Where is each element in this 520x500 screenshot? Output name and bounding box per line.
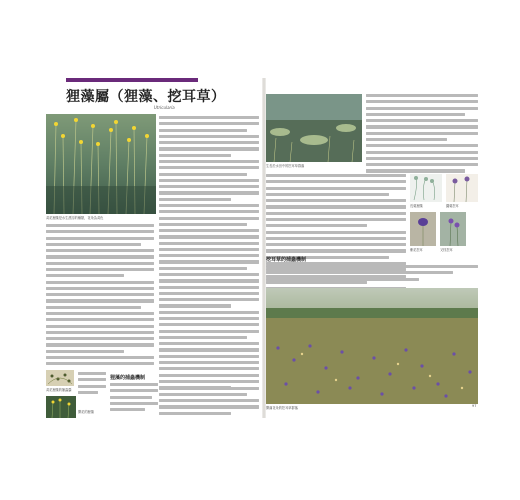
left-page bbox=[46, 78, 262, 418]
left-bottom-right-text bbox=[159, 374, 259, 418]
page-number: 97 bbox=[472, 404, 477, 408]
left-body-text-right-col bbox=[159, 116, 259, 392]
small-photo-round-leaf bbox=[446, 174, 478, 202]
right-page bbox=[266, 78, 482, 418]
small-photo-caption-r4: 叉枝挖耳 bbox=[440, 248, 453, 252]
bottom-photo-meadow bbox=[266, 288, 478, 404]
left-section-text bbox=[110, 383, 158, 414]
left-section-heading: 狸藻的捕蟲機制 bbox=[110, 375, 146, 381]
small-photo-caption-r1: 長葉狸藻 bbox=[410, 204, 423, 208]
book-spread bbox=[46, 78, 482, 418]
small-photo-flowering-bladderwort bbox=[46, 396, 76, 418]
latin-name: Utricularia bbox=[154, 105, 175, 110]
wrapped-text-narrow bbox=[78, 372, 106, 397]
main-photo-bladderwort-pond bbox=[46, 114, 156, 214]
top-photo-paddy-field bbox=[266, 94, 362, 162]
right-top-text bbox=[366, 94, 478, 176]
main-photo-caption: 黃花狸藻是水生漂浮的種類，花朵為黃色 bbox=[46, 216, 104, 220]
small-photo-caption-2: 開花的狸藻 bbox=[78, 410, 94, 414]
small-photo-bladder-traps bbox=[46, 370, 74, 386]
bottom-photo-caption: 開滿花朵的挖耳草群落 bbox=[266, 406, 298, 410]
small-photo-long-leaf bbox=[410, 174, 442, 202]
title-accent-bar bbox=[66, 78, 198, 82]
right-section-text bbox=[266, 265, 478, 284]
small-photo-forked-flower bbox=[440, 212, 466, 246]
small-photo-caption-1: 黃花狸藻的捕蟲囊 bbox=[46, 388, 72, 392]
chapter-title: 狸藻屬（狸藻、挖耳草） bbox=[66, 89, 226, 105]
top-photo-caption: 生長於水田中的挖耳草群落 bbox=[266, 164, 305, 168]
right-section-heading: 挖耳草的捕蟲機制 bbox=[266, 257, 307, 263]
small-photo-caption-r3: 紫花挖耳 bbox=[410, 248, 423, 252]
small-photo-caption-r2: 圓葉挖耳 bbox=[446, 204, 459, 208]
left-body-text-left-col bbox=[46, 224, 154, 368]
small-photo-purple-flower bbox=[410, 212, 436, 246]
